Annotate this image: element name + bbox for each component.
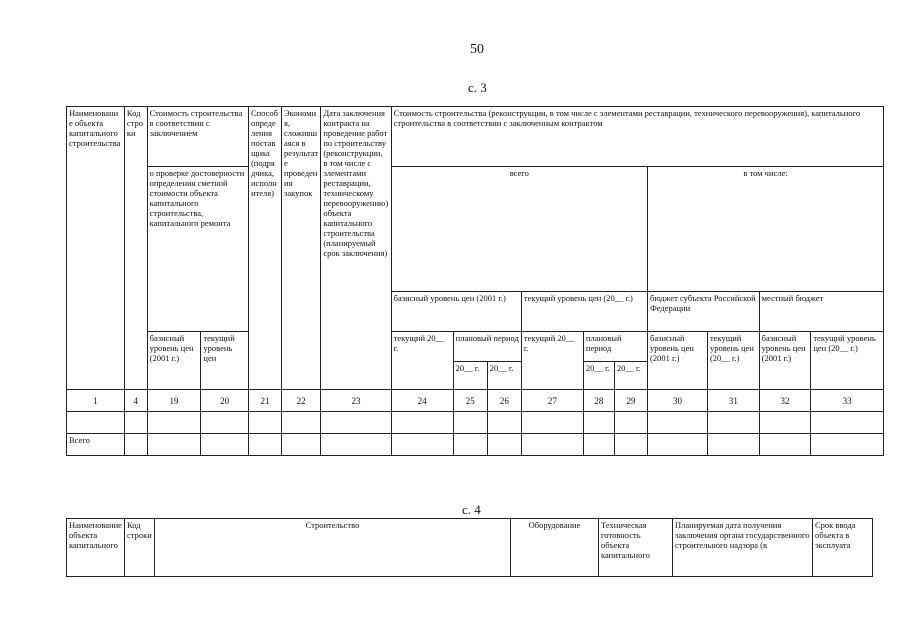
form-table-sheet-3: [66, 106, 884, 456]
empty-cell: [614, 412, 647, 434]
empty-cell: [648, 412, 708, 434]
empty-cell: [811, 434, 884, 456]
header-cost-by-conclusion: Стоимость строительства в соответствии с заключением: [147, 107, 248, 167]
header-verification: о проверке достоверности определения сметной стоимости объекта капитального строительства, капитального ремонта: [147, 167, 248, 332]
empty-cell: [321, 434, 391, 456]
empty-cell: [282, 412, 321, 434]
empty-cell: [453, 412, 487, 434]
header-regional-base: базисный уровень цен (2001 г.): [648, 332, 708, 390]
column-number: 33: [811, 390, 884, 412]
empty-cell: [811, 412, 884, 434]
empty-cell: [759, 434, 811, 456]
header-row-code: Код строки: [124, 107, 147, 390]
empty-cell: [521, 434, 583, 456]
empty-cell: [487, 434, 521, 456]
form-table-sheet-4: [66, 518, 873, 577]
column-number: 19: [147, 390, 201, 412]
empty-cell: [147, 412, 201, 434]
header-total: всего: [391, 167, 647, 292]
empty-cell: [201, 412, 249, 434]
column-number: 27: [521, 390, 583, 412]
empty-cell: [124, 412, 147, 434]
empty-cell: [521, 412, 583, 434]
empty-cell: [391, 434, 453, 456]
header-base-price-2001: базисный уровень цен (2001 г.): [391, 292, 521, 332]
header-plan-year-1a: 20__ г.: [453, 362, 487, 390]
column-number: 29: [614, 390, 647, 412]
header-current-year-b: текущий 20__ г.: [521, 332, 583, 390]
header-commissioning-term: Срок ввода объекта в эксплуата: [813, 519, 873, 577]
header-including: в том числе:: [648, 167, 884, 292]
empty-cell: [147, 434, 201, 456]
header-object-name: Наименование объекта капитального: [67, 519, 125, 577]
header-local-base: базисный уровень цен (2001 г.): [759, 332, 811, 390]
header-current-price-20: текущий уровень цен (20__ г.): [521, 292, 647, 332]
header-equipment: Оборудование: [511, 519, 599, 577]
empty-cell: [248, 412, 281, 434]
column-number: 25: [453, 390, 487, 412]
header-regional-current: текущий уровень цен (20__ г.): [707, 332, 759, 390]
column-number: 26: [487, 390, 521, 412]
empty-cell: [648, 434, 708, 456]
column-number: 24: [391, 390, 453, 412]
column-number: 30: [648, 390, 708, 412]
empty-cell: [707, 412, 759, 434]
empty-cell: [453, 434, 487, 456]
header-planned-conclusion-date: Планируемая дата получения заключения органа государственного строительного надзора (в: [673, 519, 813, 577]
total-label: Всего: [67, 434, 125, 456]
empty-cell: [248, 434, 281, 456]
column-number: 21: [248, 390, 281, 412]
empty-cell: [707, 434, 759, 456]
header-contract-cost: Стоимость строительства (реконструкции, в том числе с элементами реставрации, технического перевооружения), капитального строительства в соответствии с заключенным контрактом: [391, 107, 883, 167]
header-plan-year-2b: 20__ г.: [614, 362, 647, 390]
column-number: 1: [67, 390, 125, 412]
empty-cell: [583, 412, 614, 434]
column-number: 28: [583, 390, 614, 412]
empty-cell: [201, 434, 249, 456]
empty-cell: [614, 434, 647, 456]
empty-cell: [487, 412, 521, 434]
header-local-current: текущий уровень цен (20__ г.): [811, 332, 884, 390]
header-local-budget: местный бюджет: [759, 292, 883, 332]
header-procurement-economy: Экономия, сложившаяся в результате проведения закупок: [282, 107, 321, 390]
header-construction: Строительство: [155, 519, 511, 577]
header-plan-year-2a: 20__ г.: [487, 362, 521, 390]
empty-cell: [583, 434, 614, 456]
column-number: 23: [321, 390, 391, 412]
header-base-level: базисный уровень цен (2001 г.): [147, 332, 201, 390]
column-number: 4: [124, 390, 147, 412]
header-object-name: Наименование объекта капитального строительства: [67, 107, 125, 390]
page-number: 50: [470, 42, 484, 57]
empty-row: [67, 412, 884, 434]
header-current-level: текущий уровень цен: [201, 332, 249, 390]
empty-cell: [759, 412, 811, 434]
header-regional-budget: бюджет субъекта Российской Федерации: [648, 292, 760, 332]
header-plan-year-1b: 20__ г.: [583, 362, 614, 390]
empty-cell: [124, 434, 147, 456]
column-number: 22: [282, 390, 321, 412]
column-number: 20: [201, 390, 249, 412]
header-plan-period-b: плановый период: [583, 332, 647, 362]
column-number: 31: [707, 390, 759, 412]
empty-cell: [67, 412, 125, 434]
header-plan-period-a: плановый период: [453, 332, 521, 362]
sheet-3-label: с. 3: [468, 80, 487, 95]
sheet-4-label: с. 4: [462, 502, 481, 517]
header-row-code: Код строки: [125, 519, 155, 577]
header-technical-readiness: Техническая готовность объекта капитального: [599, 519, 673, 577]
column-number: 32: [759, 390, 811, 412]
header-contract-date: Дата заключения контракта на проведение работ по строительству (реконструкции, в том числе с элементами реставрации, техническому перевооружению) объекта капитального строительства (планируемый срок заключения): [321, 107, 391, 390]
total-row: [67, 434, 884, 456]
header-supplier-method: Способ определения поставщика (подрядчика, исполнителя): [248, 107, 281, 390]
header-current-year-a: текущий 20__ г.: [391, 332, 453, 390]
empty-cell: [282, 434, 321, 456]
empty-cell: [391, 412, 453, 434]
empty-cell: [321, 412, 391, 434]
